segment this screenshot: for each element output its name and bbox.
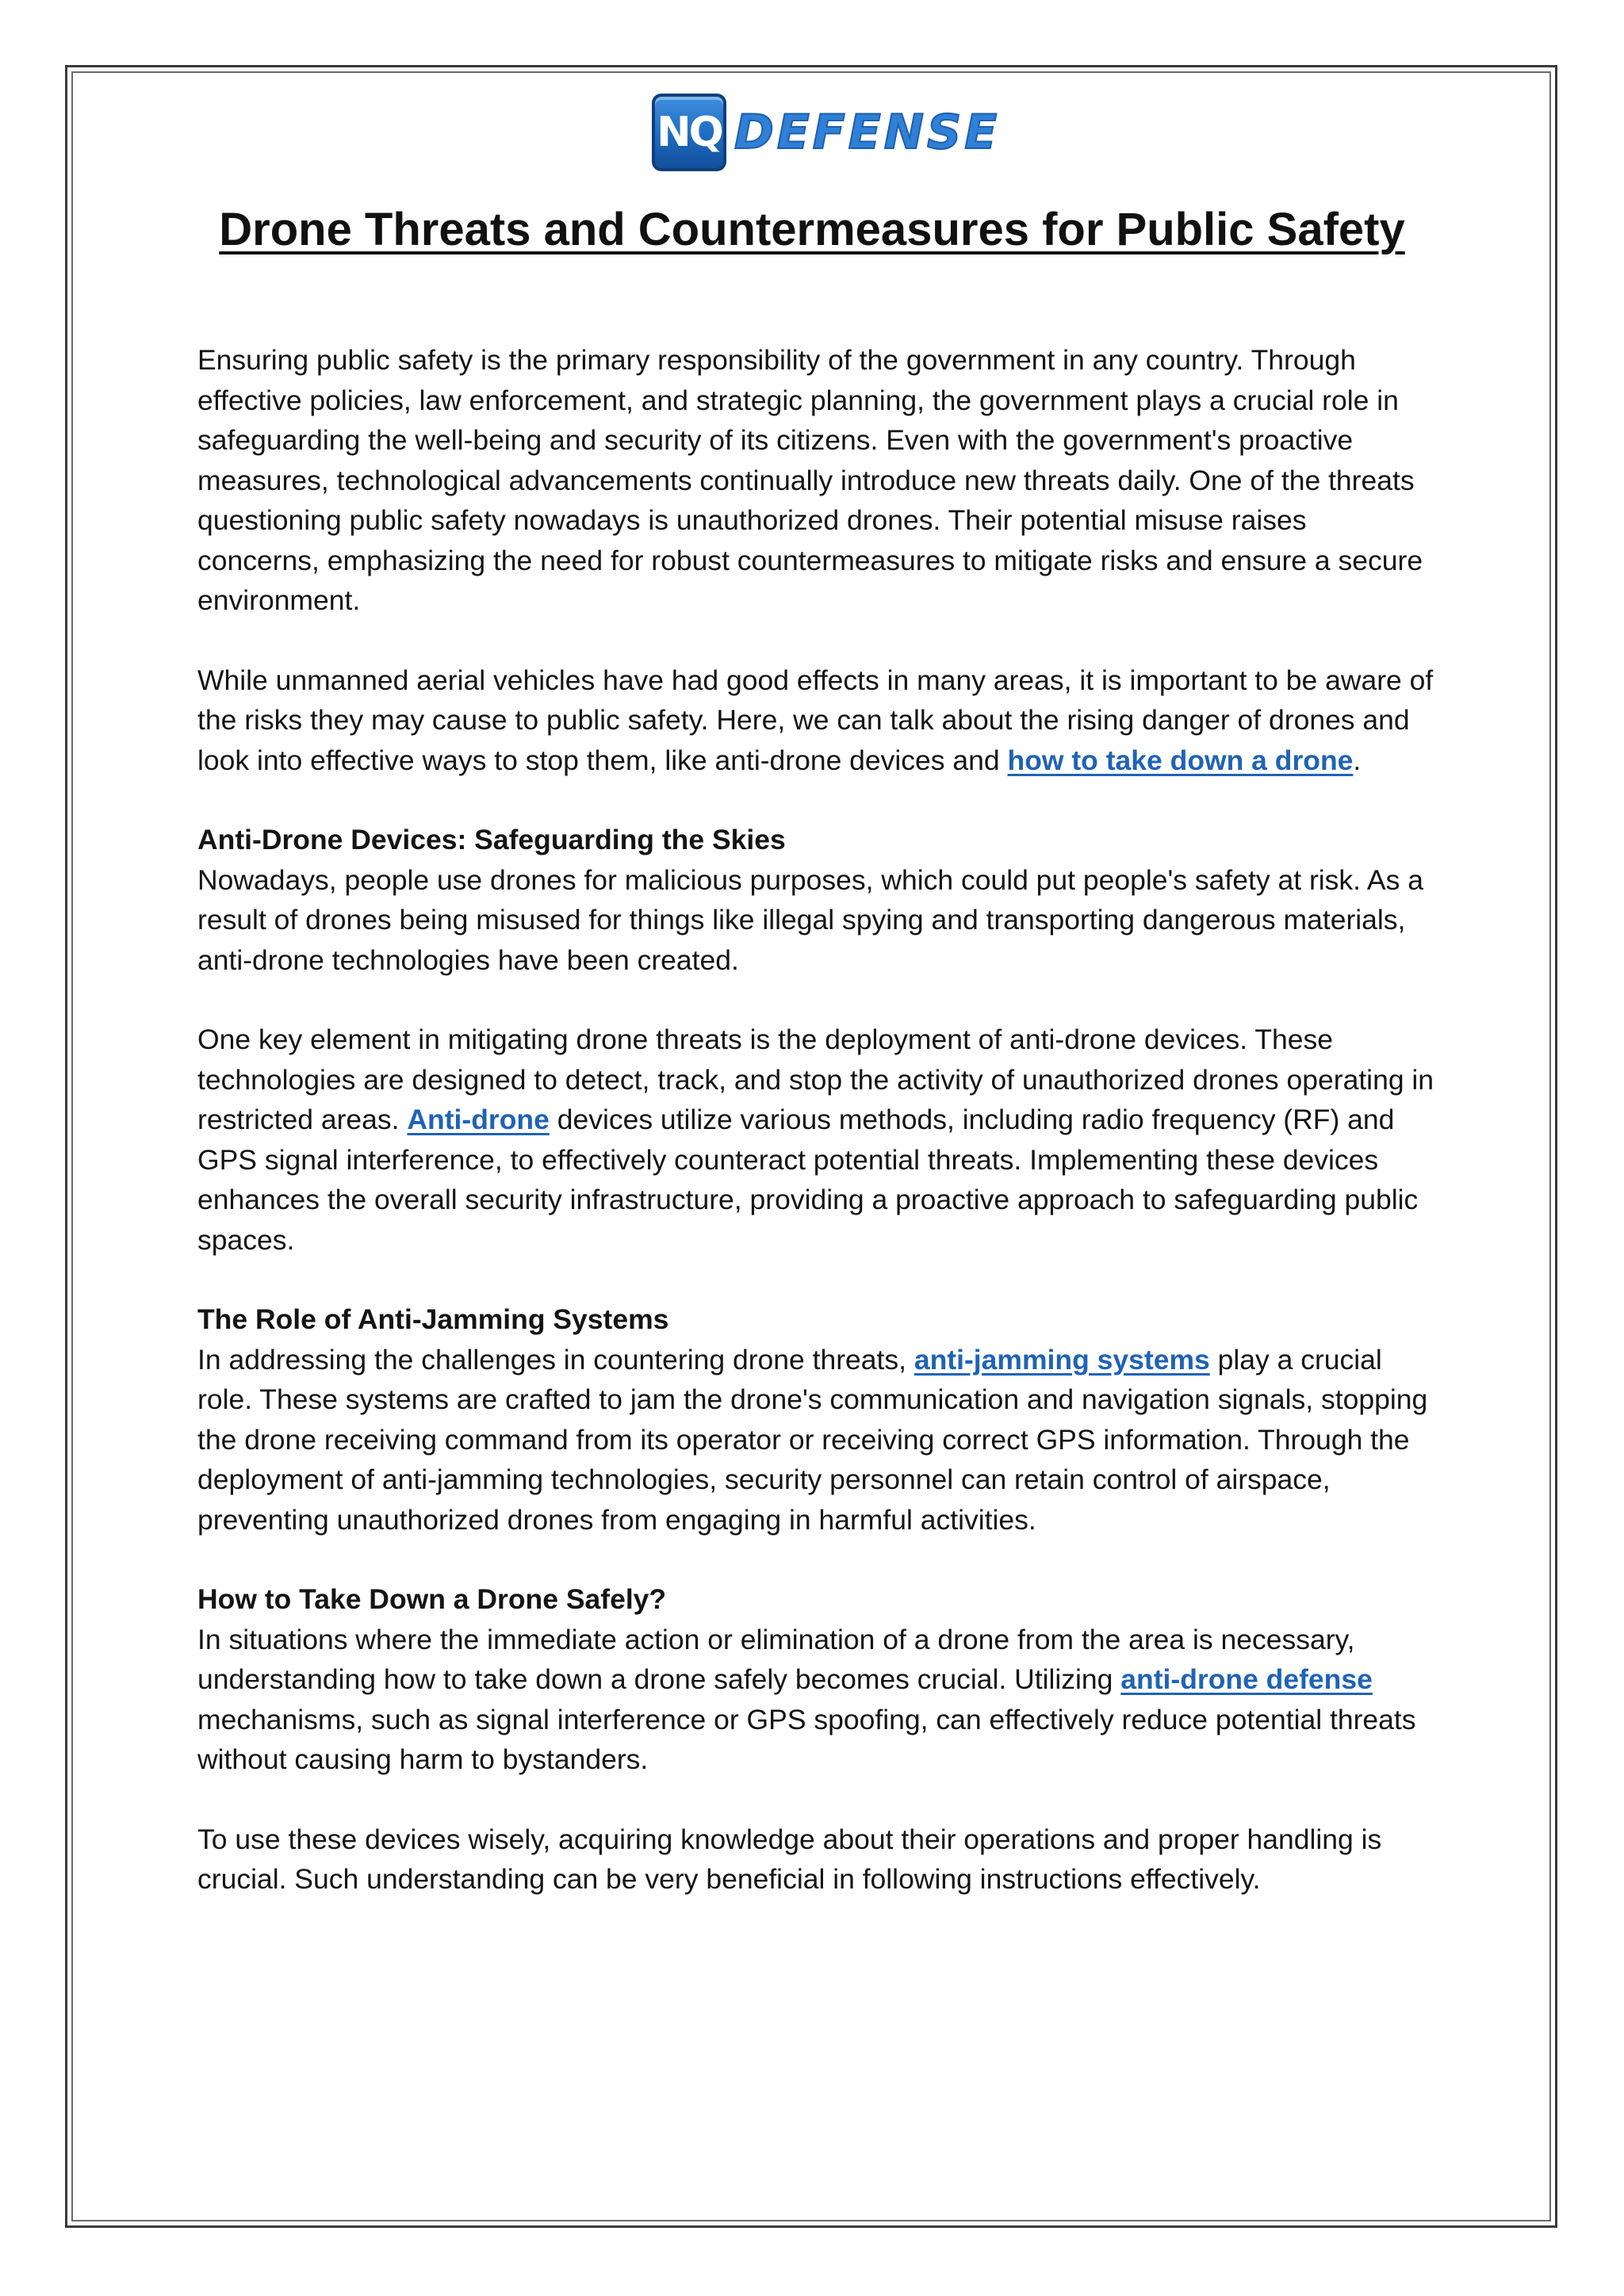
logo-wordmark: DEFENSE (734, 105, 1001, 160)
s2p1-text-before: In addressing the challenges in countering drone threats, (197, 1343, 914, 1376)
s1p2-text-after: devices utilize various methods, including radio frequency (RF) and GPS signal interference, to effectively counteract potential threats. Implementing these devices enhances the overall security infrastructure, providing a proactive approach to safeguarding public spaces. (197, 1104, 1419, 1256)
s3p1-text-before: In situations where the immediate action or elimination of a drone from the area is necessary, understanding how to take down a drone safely becomes crucial. Utilizing (197, 1623, 1355, 1695)
s2p1-text-after: play a crucial role. These systems are crafted to jam the drone's communication and navigation signals, stopping the drone receiving command from its operator or receiving correct GPS information. Through the deployment of anti-jamming technologies, security personnel can retain control of airspace, preventing unauthorized drones from engaging in harmful activities. (197, 1343, 1428, 1536)
section-anti-jamming (197, 1299, 1434, 1540)
anti-drone-link[interactable]: Anti-drone (407, 1104, 550, 1135)
section-3-paragraph-1 (197, 1620, 1434, 1780)
section-anti-drone-devices (197, 820, 1434, 980)
section-1-paragraph-2 (197, 1020, 1434, 1260)
s1p2-text-before: One key element in mitigating drone threats is the deployment of anti-drone devices. These technologies are designed to detect, track, and stop the activity of unauthorized drones operating in restricted areas. (197, 1024, 1434, 1135)
section-heading: Anti-Drone Devices: Safeguarding the Skies (197, 824, 786, 855)
intro-2-text-before: While unmanned aerial vehicles have had good effects in many areas, it is important to be aware of the risks they may cause to public safety. Here, we can talk about the rising danger of drones and look into effective ways to stop them, like anti-drone devices and (197, 664, 1434, 776)
how-to-take-down-drone-link[interactable]: how to take down a drone (1007, 744, 1354, 776)
section-heading: How to Take Down a Drone Safely? (197, 1583, 667, 1615)
section-2-paragraph-1 (197, 1340, 1434, 1540)
logo-badge: NQ (652, 94, 726, 171)
article-body (197, 340, 1434, 1939)
anti-drone-defense-link[interactable]: anti-drone defense (1120, 1663, 1373, 1695)
intro-paragraph-1: Ensuring public safety is the primary responsibility of the government in any country. Through effective policies, law enforcement, and strategic planning, the government plays a crucial role in safeguarding the well-being and security of its citizens. Even with the government's proactive measures, technological advancements continually introduce new threats daily. One of the threats questioning public safety nowadays is unauthorized drones. Their potential misuse raises concerns, emphasizing the need for robust countermeasures to mitigate risks and ensure a secure environment. (197, 344, 1423, 616)
section-take-down-drone (197, 1579, 1434, 1780)
intro-2-text-after: . (1353, 744, 1362, 776)
section-3-paragraph-2: To use these devices wisely, acquiring knowledge about their operations and proper handling is crucial. Such understanding can be very beneficial in following instructions effectively. (197, 1823, 1382, 1895)
nq-defense-logo (652, 94, 1000, 171)
s3p1-text-after: mechanisms, such as signal interference or GPS spoofing, can effectively reduce potential threats without causing harm to bystanders. (197, 1703, 1416, 1775)
anti-jamming-systems-link[interactable]: anti-jamming systems (914, 1343, 1210, 1376)
section-heading: The Role of Anti-Jamming Systems (197, 1303, 669, 1335)
section-1-paragraph-1: Nowadays, people use drones for malicious purposes, which could put people's safety at risk. As a result of drones being misused for things like illegal spying and transporting dangerous materials, anti-drone technologies have been created. (197, 863, 1423, 976)
intro-paragraph-2 (197, 660, 1434, 781)
page-title: Drone Threats and Countermeasures for Public Safety (219, 204, 1405, 255)
